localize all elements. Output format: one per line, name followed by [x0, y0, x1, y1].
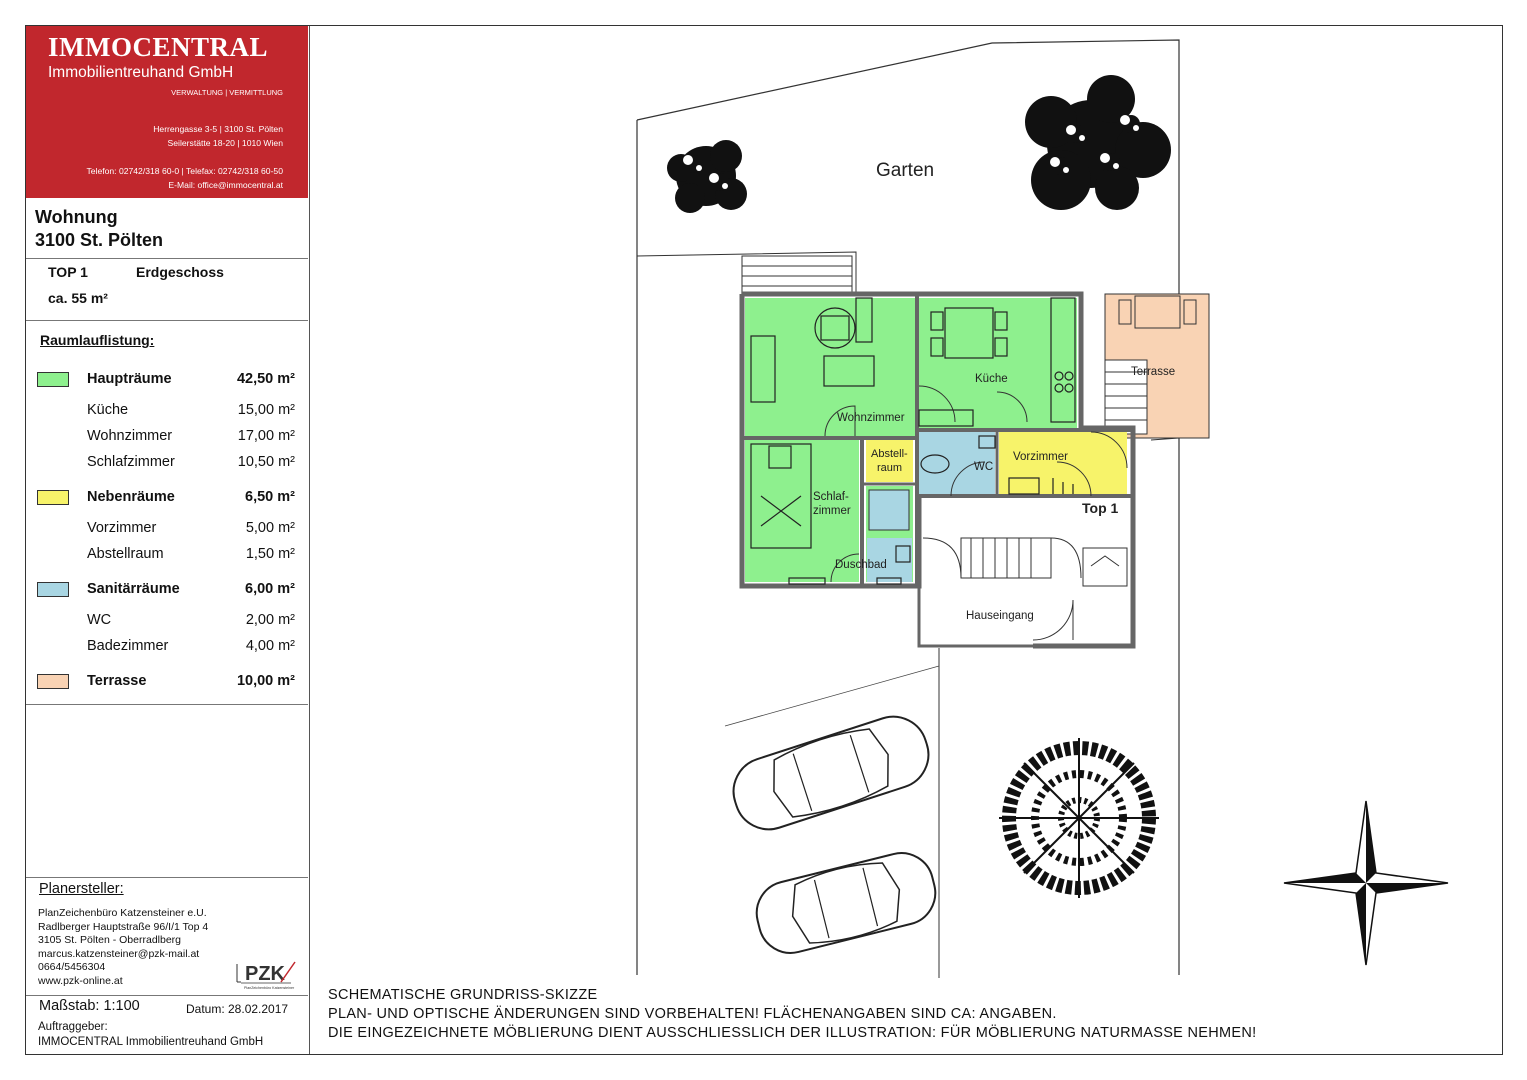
category-label: Nebenräume [87, 489, 175, 505]
disclaimer-line: SCHEMATISCHE GRUNDRISS-SKIZZE [328, 987, 598, 1003]
room-row [26, 545, 308, 567]
pzk-logo-subtext: PlanZeichenbüro Katzensteiner [244, 986, 295, 990]
company-header [26, 26, 308, 198]
label-shower-room: Duschbad [835, 559, 887, 571]
staircase [923, 538, 1127, 586]
room-row [26, 401, 308, 423]
property-type: Wohnung [35, 207, 118, 227]
unit-area: ca. 55 m² [48, 290, 108, 306]
room-name: Schlafzimmer [87, 454, 175, 470]
label-unit: Top 1 [1082, 500, 1119, 516]
room-name: Vorzimmer [87, 520, 157, 536]
company-addresses [153, 122, 283, 150]
planner-line: PlanZeichenbüro Katzensteiner e.U. [38, 907, 207, 919]
room-name: WC [87, 612, 112, 628]
room-name: Wohnzimmer [87, 428, 173, 444]
label-entrance: Hauseingang [966, 610, 1034, 622]
pzk-logo-text: PZK [245, 963, 285, 985]
room-area: 5,00 m² [245, 520, 295, 536]
room-name: Badezimmer [87, 638, 169, 654]
room-row [26, 519, 308, 541]
unit-floor: Erdgeschoss [136, 264, 224, 280]
divider [26, 877, 308, 878]
legend-swatch-secondary [37, 490, 69, 505]
company-contact [86, 164, 283, 192]
planner-heading: Planersteller: [39, 881, 124, 897]
company-name: IMMOCENTRAL [48, 32, 268, 62]
compass-north-arrow [1284, 801, 1448, 965]
category-total: 42,50 m² [236, 371, 295, 387]
label-bedroom-line1: Schlaf- [813, 491, 849, 503]
room-row [26, 427, 308, 449]
terrace-table [1119, 296, 1196, 328]
room-area: 15,00 m² [237, 402, 295, 418]
car-icon [725, 708, 937, 838]
category-sanitary-rooms [26, 580, 308, 602]
category-label: Terrasse [87, 673, 147, 689]
legend-swatch-sanitary [37, 582, 69, 597]
planner-line: Radlberger Hauptstraße 96/I/1 Top 4 [38, 920, 209, 933]
plan-date: Datum: 28.02.2017 [186, 1002, 289, 1016]
unit-number: TOP 1 [48, 264, 88, 280]
label-terrace: Terrasse [1131, 366, 1176, 378]
shower-tray [869, 490, 909, 530]
room-area: 17,00 m² [237, 428, 295, 444]
category-total: 10,00 m² [236, 673, 295, 689]
divider [26, 995, 308, 996]
planner-line: 3105 St. Pölten - Oberradlberg [38, 934, 182, 946]
room-area: 2,00 m² [245, 612, 295, 628]
property-location: 3100 St. Pölten [35, 230, 164, 250]
car-icon [750, 846, 942, 959]
category-total: 6,00 m² [245, 581, 295, 597]
room-row [26, 453, 308, 475]
info-sidebar [26, 26, 310, 1054]
property-title [35, 206, 163, 252]
garden-stairs [742, 256, 852, 294]
legend-swatch-main [37, 372, 69, 387]
planner-details [38, 907, 208, 988]
company-tagline: VERWALTUNG | VERMITTLUNG [171, 88, 283, 97]
driveway-line [725, 666, 939, 726]
company-address-2: Seilerstätte 18-20 | 1010 Wien [167, 138, 283, 148]
room-area: 4,00 m² [245, 638, 295, 654]
category-label: Haupträume [87, 371, 172, 387]
label-wc: WC [974, 461, 994, 473]
room-name: Abstellraum [87, 546, 164, 562]
label-living-room: Wohnzimmer [837, 412, 905, 424]
room-name: Küche [87, 402, 129, 418]
category-label: Sanitärräume [87, 581, 180, 597]
room-list-heading: Raumlauflistung: [40, 332, 155, 348]
category-total: 6,50 m² [245, 489, 295, 505]
category-secondary-rooms [26, 488, 308, 510]
planner-line: www.pzk-online.at [38, 974, 123, 987]
company-address-1: Herrengasse 3-5 | 3100 St. Pölten [153, 124, 283, 134]
tree-icon [1025, 75, 1171, 210]
label-bedroom-line2: zimmer [813, 505, 851, 517]
category-terrace [26, 672, 308, 694]
room-row [26, 611, 308, 633]
tree-icon [999, 738, 1159, 898]
planner-logo [231, 956, 307, 992]
room-area: 1,50 m² [245, 546, 295, 562]
disclaimer-line: PLAN- UND OPTISCHE ÄNDERUNGEN SIND VORBEHALTEN! FLÄCHENANGABEN SIND CA: ANGABEN. [328, 1006, 1057, 1022]
room-row [26, 637, 308, 659]
tree-icon [667, 140, 747, 213]
unit-info [48, 264, 224, 306]
plan-disclaimer [328, 986, 1256, 1043]
floor-plan-sheet [25, 25, 1503, 1055]
company-email: E-Mail: office@immocentral.at [168, 180, 283, 190]
label-storage-line1: Abstell- [871, 448, 908, 460]
category-main-rooms [26, 370, 308, 392]
planner-line: 0664/5456304 [38, 961, 106, 973]
room-area: 10,50 m² [237, 454, 295, 470]
divider [26, 704, 308, 705]
company-phone: Telefon: 02742/318 60-0 | Telefax: 02742/318 60-50 [86, 166, 283, 176]
client-name: IMMOCENTRAL Immobilientreuhand GmbH [38, 1036, 264, 1048]
storage-room [866, 440, 913, 482]
label-storage-line2: raum [877, 462, 903, 474]
client-label: Auftraggeber: [38, 1021, 108, 1033]
plan-scale: Maßstab: 1:100 [39, 998, 140, 1014]
planner-line: marcus.katzensteiner@pzk-mail.at [38, 947, 200, 960]
legend-swatch-terrace [37, 674, 69, 689]
label-kitchen: Küche [975, 373, 1008, 385]
floor-plan-drawing [311, 26, 1502, 1054]
label-garden: Garten [876, 160, 935, 181]
company-subtitle: Immobilientreuhand GmbH [48, 64, 234, 81]
divider [26, 258, 308, 259]
label-hallway: Vorzimmer [1013, 451, 1068, 463]
divider [26, 320, 308, 321]
disclaimer-line: DIE EINGEZEICHNETE MÖBLIERUNG DIENT AUSSCHLIESSLICH DER ILLUSTRATION: FÜR MÖBLIERUNG NATURMASSE NEHMEN! [328, 1025, 1257, 1041]
